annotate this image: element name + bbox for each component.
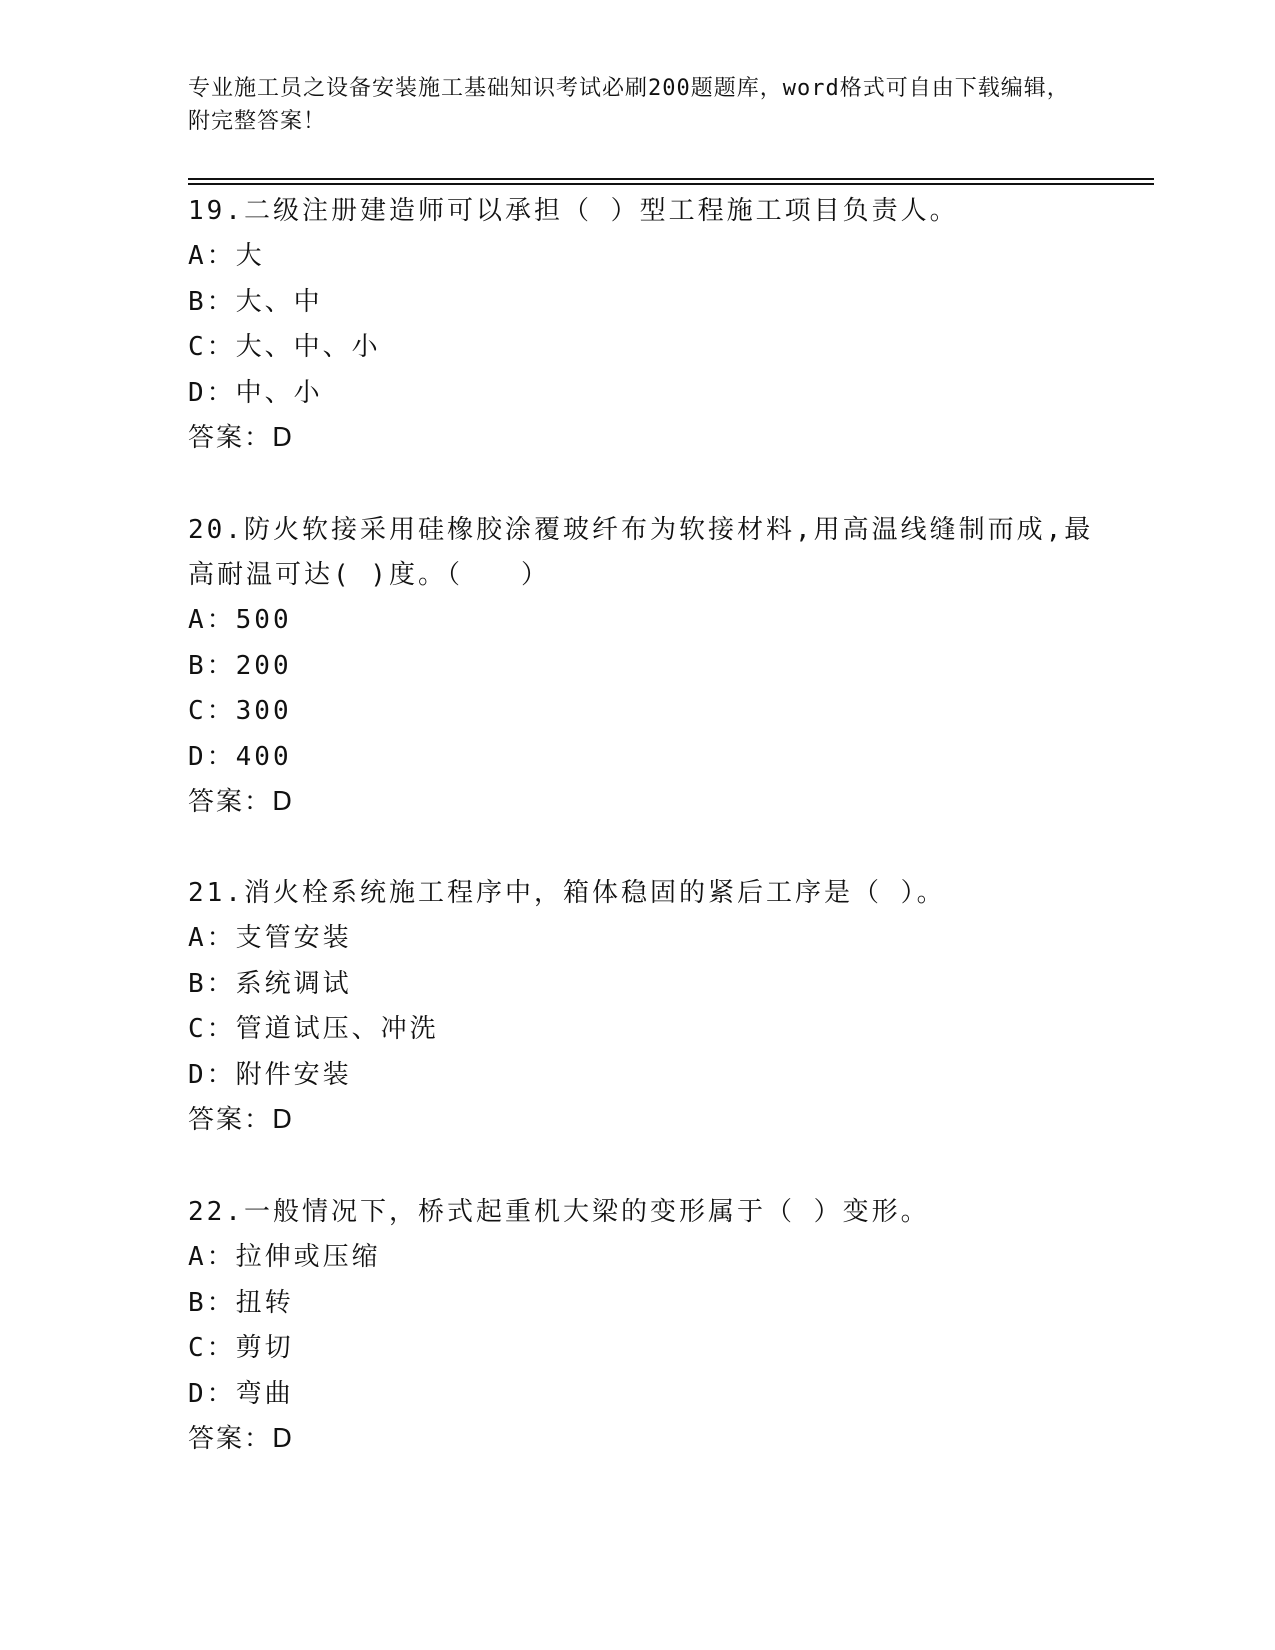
- option-c: C：剪切: [188, 1333, 294, 1363]
- question-21: [188, 871, 1108, 1144]
- option-c: C：管道试压、冲洗: [188, 1014, 439, 1044]
- option-b: B：系统调试: [188, 968, 352, 999]
- option-b: B：200: [188, 650, 292, 681]
- option-d: D：附件安装: [188, 1059, 352, 1090]
- answer-line: 答案：D: [188, 1105, 295, 1135]
- option-d: D：400: [188, 741, 292, 772]
- answer-line: 答案：D: [188, 787, 295, 817]
- question-stem: 20.防火软接采用硅橡胶涂覆玻纤布为软接材料,用高温线缝制而成,最高耐温可达( )度。（ ）: [188, 515, 1094, 590]
- question-stem: 21.消火栓系统施工程序中，箱体稳固的紧后工序是（ ）。: [188, 878, 946, 908]
- option-a: A：500: [188, 605, 292, 635]
- question-19: [188, 189, 1108, 462]
- question-20: [188, 508, 1108, 826]
- answer-line: 答案：D: [188, 1424, 295, 1454]
- question-stem: 22.一般情况下，桥式起重机大梁的变形属于（ ）变形。: [188, 1197, 930, 1227]
- option-a: A：大: [188, 241, 265, 271]
- option-d: D：弯曲: [188, 1378, 294, 1409]
- option-b: B：扭转: [188, 1287, 294, 1318]
- option-a: A：支管安装: [188, 923, 352, 953]
- header-divider-bottom: [188, 183, 1154, 185]
- option-b: B：大、中: [188, 286, 323, 317]
- option-d: D：中、小: [188, 377, 323, 408]
- option-a: A：拉伸或压缩: [188, 1242, 381, 1272]
- header-divider-top: [188, 178, 1154, 180]
- question-22: [188, 1190, 1108, 1463]
- answer-line: 答案：D: [188, 423, 295, 453]
- option-c: C：大、中、小: [188, 332, 381, 362]
- document-title: 专业施工员之设备安装施工基础知识考试必刷200题题库，word格式可自由下载编辑，附完整答案！: [188, 76, 1070, 134]
- option-c: C：300: [188, 696, 292, 726]
- question-stem: 19.二级注册建造师可以承担（ ）型工程施工项目负责人。: [188, 196, 959, 226]
